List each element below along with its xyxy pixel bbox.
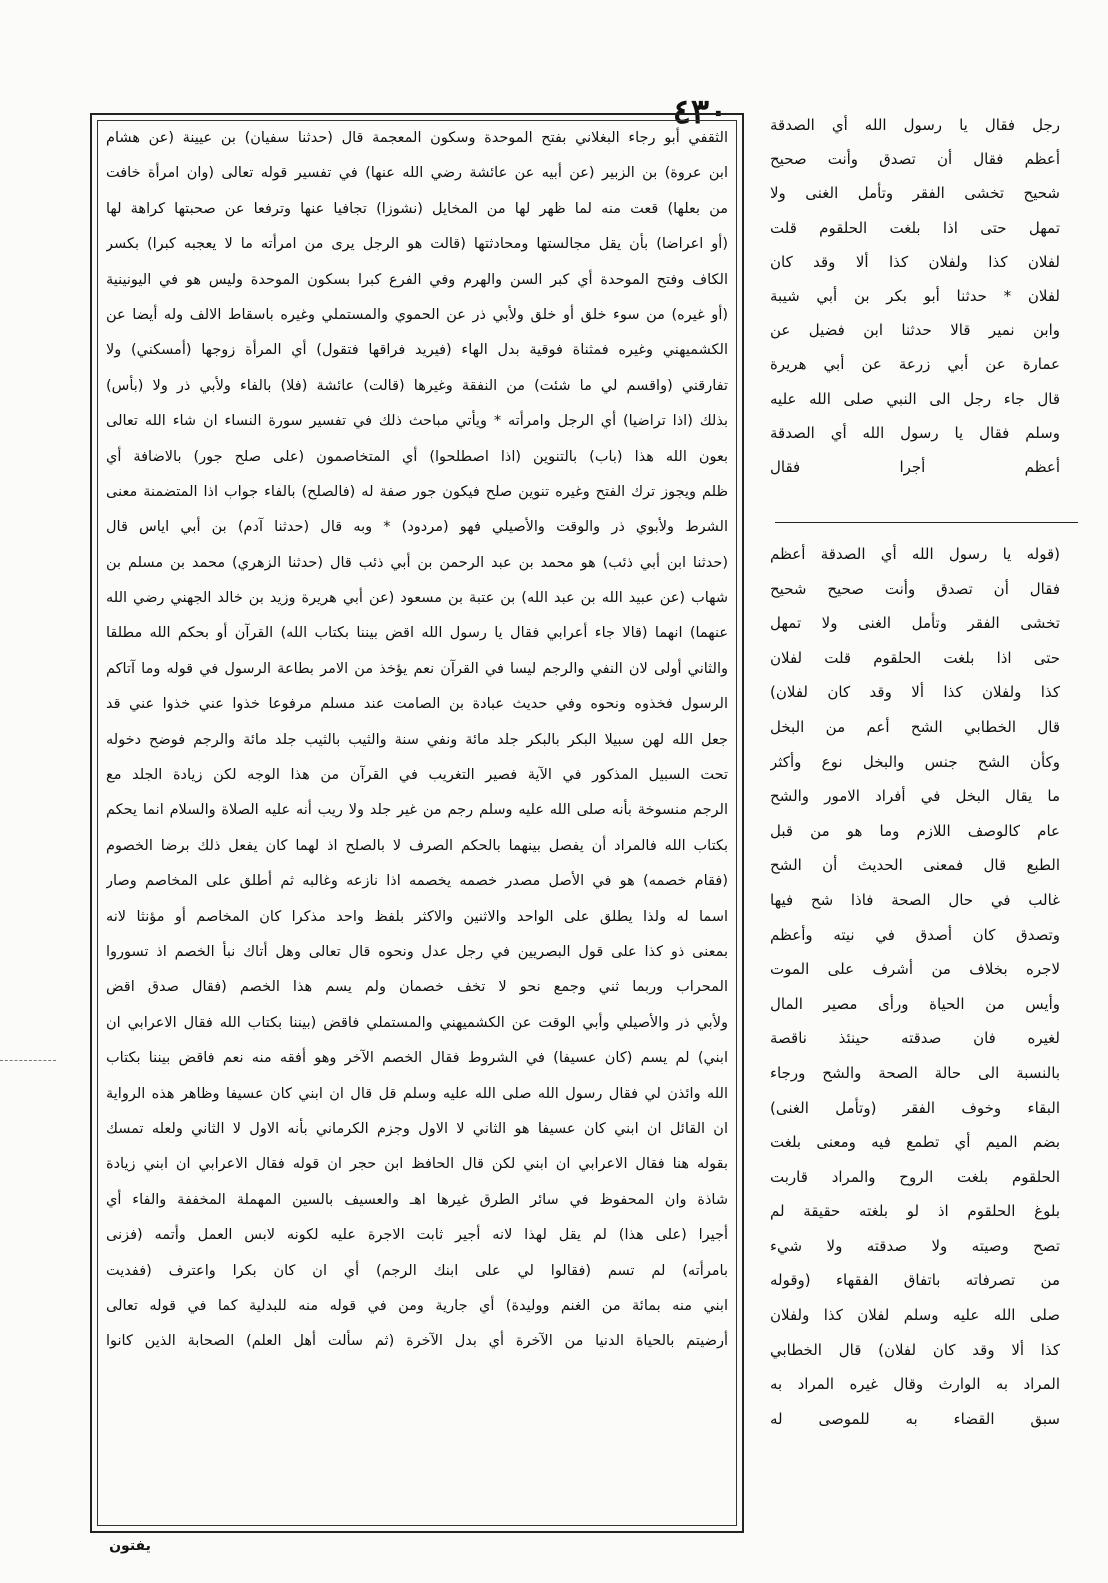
- main-text-line: بعون الله هذا (باب) بالتنوين (اذا اصطلحوا) أي المتخاصمون (على صلح جور) بالاضافة أي: [106, 448, 728, 465]
- commentary-text-line: عام كالوصف اللازم وما هو من قبل: [770, 821, 1060, 840]
- commentary-text-line: لغيره فان صدقته حينئذ ناقصة: [770, 1029, 1060, 1048]
- commentary-text-line: تصح وصيته ولا صدقته ولا شيء: [770, 1236, 1060, 1255]
- main-text-line: اسما له ولذا يطلق على الواحد والاثنين والاكثر بلفظ واحد مذكرا كان المخاصم أو مؤنثا لانه: [106, 908, 728, 925]
- side-column-hadith-text: [770, 108, 1060, 484]
- main-text-line: (أو اعراضا) بأن يقل مجالستها ومحادثتها (قالت هو الرجل يرى من امرأته ما لا يعجبه كبرا) بكسر: [106, 236, 728, 253]
- commentary-text-line: كذا ألا وقد كان لفلان) قال الخطابي: [770, 1340, 1060, 1359]
- side-text-line: أعظم أجرا فقال: [770, 457, 1060, 476]
- main-text-line: تحت السبيل المذكور في الآية فصير التغريب في القرآن من هذا الوجه لكن زيادة الجلد مع: [106, 767, 728, 784]
- commentary-text-line: المراد به الوارث وقال غيره المراد به: [770, 1375, 1060, 1394]
- main-text-line: ان القائل ان ابني كان عسيفا هو الثاني لا الاول وجزم الكرماني بأنه الاول لا الثاني ولعله تمسك: [106, 1120, 728, 1137]
- commentary-text-line: حتى اذا بلغت الحلقوم قلت لفلان: [770, 648, 1060, 667]
- commentary-text-line: وأيس من الحياة ورأى مصير المال: [770, 994, 1060, 1013]
- side-text-line: شحيح تخشى الفقر وتأمل الغنى ولا: [770, 184, 1060, 203]
- main-text-line: ابني منه بمائة من الغنم ووليدة) أي جارية ومن في قوله منه للبدلية كما في قوله تعالى: [106, 1297, 728, 1314]
- commentary-text-line: سبق القضاء به للموصى له: [770, 1409, 1060, 1428]
- main-text-line: من بعلها) قعت منه لما ظهر لها من المخايل (نشوزا) تجافيا عنها وترفعا عن صحبتها كراهة لها: [106, 200, 728, 217]
- side-text-line: لفلان * حدثنا أبو بكر بن أبي شيبة: [770, 286, 1060, 305]
- side-text-line: رجل فقال يا رسول الله أي الصدقة: [770, 116, 1060, 134]
- main-text-inner-frame: [97, 120, 737, 1526]
- commentary-text-line: صلى الله عليه وسلم لفلان كذا ولفلان: [770, 1306, 1060, 1325]
- main-text-line: الكاف وفتح الموحدة أي كبر السن والهرم وفي الفرع كبرا بسكون الموحدة وليس هو في اليونينية: [106, 271, 728, 288]
- main-text-line: (حدثنا ابن أبي ذئب) هو محمد بن عبد الرحمن بن أبي ذئب قال (حدثنا الزهري) محمد بن مسلم بن: [106, 554, 728, 571]
- main-text-line: الشرط ولأبوي ذر والوقت والأصيلي فهو (مردود) * وبه قال (حدثنا آدم) بن أبي اياس قال: [106, 519, 728, 536]
- main-text-line: ظلم ويجوز ترك الفتح وغيره تنوين صلح فيكون جور صفة له (فالصلح) بالفاء جواب اذا المتضمنة معنى: [106, 483, 728, 500]
- main-text-frame: [90, 113, 744, 1533]
- commentary-text-line: الطبع قال فمعنى الحديث أن الشح: [770, 856, 1060, 875]
- commentary-text-line: بضم الميم أي تطمع فيه ومعنى بلغت: [770, 1133, 1060, 1152]
- side-text-line: عمارة عن أبي زرعة عن أبي هريرة: [770, 355, 1060, 374]
- main-text-line: شاذة وان المحفوظ في سائر الطرق غيرها اهـ والعسيف بالسين المهملة المخففة والفاء أي: [106, 1191, 728, 1208]
- commentary-text-line: ما يقال البخل في أفراد الامور والشح: [770, 787, 1060, 806]
- side-text-line: وابن نمير قالا حدثنا ابن فضيل عن: [770, 321, 1060, 340]
- main-text-line: بقوله هنا فقال الاعرابي ان ابني لكن قال الحافظ ابن حجر ان قوله فقال الاعرابي ان ابني زيادة: [106, 1156, 728, 1173]
- commentary-text-line: كذا ولفلان كذا ألا وقد كان لفلان): [770, 683, 1060, 702]
- commentary-text-line: لاجره بخلاف من أشرف على الموت: [770, 960, 1060, 979]
- main-text-line: ولأبي ذر والأصيلي وأبي الوقت عن الكشميهني والمستملي فاقض (بيننا بكتاب الله فقال الاعرابي ان: [106, 1014, 728, 1031]
- main-text-line: أرضيتم بالحياة الدنيا من الآخرة أي بدل الآخرة (ثم سألت أهل العلم) الصحابة الذين كانوا: [106, 1333, 728, 1350]
- main-text-line: (فقام خصمه) هو في الأصل مصدر خصمه يخصمه اذا نازعه وغالبه ثم أطلق على المخاصم وصار: [106, 873, 728, 890]
- margin-tick-mark: [0, 1060, 56, 1061]
- main-text-line: بذلك (اذا تراضيا) أي الرجل وامرأته * ويأتي مباحث ذلك في تفسير سورة النساء ان شاء الله تعالى: [106, 413, 728, 430]
- commentary-text-line: وتصدق كان أصدق في نيته وأعظم: [770, 925, 1060, 944]
- main-text-line: الكشميهني وغيره فمثناة فوقية بدل الهاء (فيريد فراقها فتقول) أي المرأة زوجها (أمسكني) ولا: [106, 342, 728, 359]
- main-text-line: المحراب وربما ثني وجمع نحو لا تخف خصمان ولم يسم هذا الخصم (فقال صدق اقض: [106, 979, 728, 996]
- main-text-line: الرجم منسوخة بأنه صلى الله عليه وسلم رجم من غير جلد ولا ريب أنه عليه الصلاة والسلام انما يحكم: [106, 802, 728, 819]
- side-text-line: تمهل حتى اذا بلغت الحلقوم قلت: [770, 218, 1060, 237]
- main-text-line: شهاب (عن عبيد الله بن عبد الله) بن عتبة بن مسعود (عن أبي هريرة وزيد بن خالد الجهني رضي الله: [106, 590, 728, 607]
- side-text-line: لفلان كذا ولفلان كذا ألا وقد كان: [770, 252, 1060, 271]
- main-text-line: عنهما) انهما (قالا جاء أعرابي فقال يا رسول الله اقض بيننا بكتاب الله) القرآن أو بحكم الله مطلقا: [106, 625, 728, 642]
- commentary-text-line: قال الخطابي الشح أعم من البخل: [770, 717, 1060, 736]
- main-text-line: جعل الله لهن سبيلا البكر بالبكر جلد مائة ونفي سنة والثيب بالثيب جلد مائة والرجم فوضح دخوله: [106, 731, 728, 748]
- commentary-text-line: غالب في حال الصحة فاذا شح فيها: [770, 890, 1060, 909]
- main-text-line: بامرأته) لم تسم (فقالوا لي على ابنك الرجم) أي ان كان بكرا واعترف (ففديت: [106, 1262, 728, 1279]
- side-column-commentary: [770, 537, 1060, 1436]
- commentary-text-line: فقال أن تصدق وأنت صحيح شحيح: [770, 579, 1060, 598]
- commentary-text-line: بالنسبة الى حالة الصحة والشح ورجاء: [770, 1063, 1060, 1082]
- main-text-line: ابني) لم يسم (كان عسيفا) في الشروط فقال الخصم الآخر وهو أفقه منه نعم فاقض بيننا بكتاب: [106, 1050, 728, 1067]
- commentary-text-line: من تصرفاته باتفاق الفقهاء (وقوله: [770, 1271, 1060, 1290]
- catchword: يفتون: [109, 1538, 151, 1554]
- main-text-line: والثاني أولى لان النفي والرجم ليسا في القرآن نعم يؤخذ من الامر بطاعة الرسول في قوله وما آتاكم: [106, 660, 728, 677]
- commentary-text-line: (قوله يا رسول الله أي الصدقة أعظم: [770, 545, 1060, 563]
- main-text-line: الرسول فخذوه ونحوه وفي حديث عبادة بن الصامت عند مسلم مرفوعا خذوا عني خذوا عني قد: [106, 696, 728, 713]
- page-number: ٤٣٠: [672, 92, 728, 132]
- main-text-line: أجيرا (على هذا) لم يقل لهذا لانه أجير ثابت الاجرة عليه لكونه لابس العمل وأتمه (فزنى: [106, 1227, 728, 1244]
- commentary-text-line: الحلقوم بلغت الروح والمراد قاربت: [770, 1167, 1060, 1186]
- main-text-line: الثقفي أبو رجاء البغلاني بفتح الموحدة وسكون المعجمة قال (حدثنا سفيان) بن عيينة (عن هشام: [106, 130, 728, 146]
- side-text-line: وسلم فقال يا رسول الله أي الصدقة: [770, 423, 1060, 442]
- main-text-line: الله وائذن لي فقال رسول الله صلى الله عليه وسلم قل قال ان ابني كان عسيفا وظاهر هذه الرواية: [106, 1085, 728, 1102]
- commentary-text-line: تخشى الفقر وتأمل الغنى ولا تمهل: [770, 614, 1060, 633]
- main-text-line: بكتاب الله فالمراد أن يفصل بينهما بالحكم الصرف لا بالصلح اذ لهما كان يفعل ذلك برضا الخصوم: [106, 837, 728, 854]
- main-text-line: (أو غيره) من سوء خلق أو خلق ولأبي ذر عن الحموي والمستملي وغيره باسقاط الالف وله أيضا عن: [106, 306, 728, 323]
- side-text-line: قال جاء رجل الى النبي صلى الله عليه: [770, 389, 1060, 408]
- main-text-line: ابن عروة) بن الزبير (عن أبيه عن عائشة رضي الله عنها) في تفسير قوله تعالى (وان امرأة خافت: [106, 165, 728, 182]
- commentary-text-line: البقاء وخوف الفقر (وتأمل الغنى): [770, 1098, 1060, 1117]
- commentary-text-line: وكأن الشح جنس والبخل نوع وأكثر: [770, 752, 1060, 771]
- column-separator-rule: [775, 522, 1078, 523]
- side-text-line: أعظم فقال أن تصدق وأنت صحيح: [770, 150, 1060, 169]
- main-text-line: تفارقني (واقسم لي ما شئت) من النفقة وغيرها (قالت) عائشة (فلا) بالفاء ولأبي ذر ولا (بأس): [106, 377, 728, 394]
- main-text-line: بمعنى ذو كذا على قول البصريين في رجل عدل ونحوه قال تعالى وهل أتاك نبأ الخصم اذ تسوروا: [106, 943, 728, 960]
- commentary-text-line: بلوغ الحلقوم اذ لو بلغته حقيقة لم: [770, 1202, 1060, 1221]
